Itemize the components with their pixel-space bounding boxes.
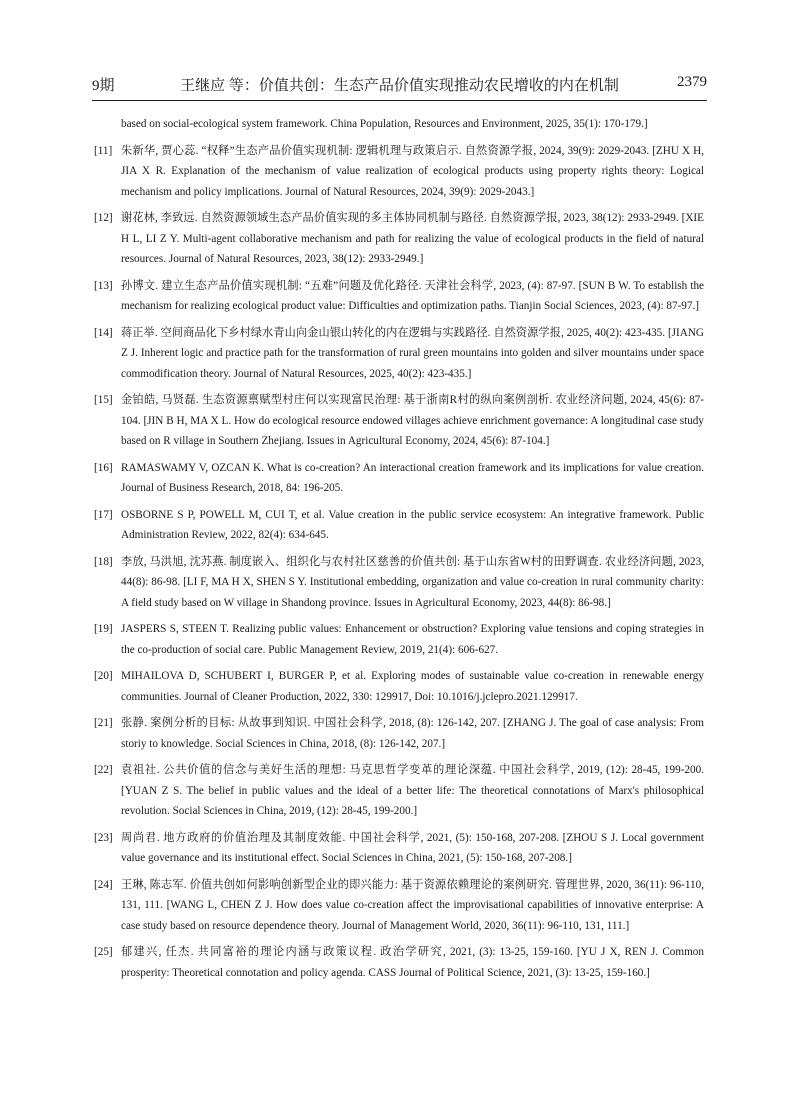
reference-item: [94, 666, 704, 707]
reference-text: MIHAILOVA D, SCHUBERT I, BURGER P, et al. Exploring modes of sustainable value co-creation in renewable energy communities. Journal of Cleaner Production, 2022, 330: 129917, Doi: 10.1016/j.jclepro.2021.129917.: [121, 670, 704, 703]
reference-number: [13]: [94, 279, 113, 292]
reference-number: [18]: [94, 555, 113, 568]
reference-item: [94, 760, 704, 822]
reference-item: [94, 505, 704, 546]
reference-text: JASPERS S, STEEN T. Realizing public values: Enhancement or obstruction? Exploring value tensions and coping strategies in the co-production of social care. Public Management Review, 2019, 21(4): 606-627.: [121, 623, 704, 656]
reference-number: [20]: [94, 670, 113, 682]
reference-text: 王琳, 陈志军. 价值共创如何影响创新型企业的即兴能力: 基于资源依赖理论的案例研究. 管理世界, 2020, 36(11): 96-110, 131, 111. [WANG L, CHEN Z J. How does value co-creation affect the improvisational capabilities of innovative enterprise: A case study based on resource dependence theory. Journal of Management World, 2020, 36(11): 96-110, 131, 111.]: [121, 878, 704, 932]
reference-number: [24]: [94, 878, 113, 891]
reference-text: 周尚君. 地方政府的价值治理及其制度效能. 中国社会科学, 2021, (5): 150-168, 207-208. [ZHOU S J. Local government value governance and its institutional effect. Social Sciences in China, 2021, (5): 150-168, 207-208.]: [121, 831, 704, 864]
reference-item: [94, 390, 704, 452]
reference-text: 郁建兴, 任杰. 共同富裕的理论内涵与政策议程. 政治学研究, 2021, (3): 13-25, 159-160. [YU J X, REN J. Common prosperity: Theoretical connotation and policy agenda. CASS Journal of Political Science, 2021, (3): 13-25, 159-160.]: [121, 946, 704, 979]
reference-text: RAMASWAMY V, OZCAN K. What is co-creation? An interactional creation framework and its implications for value creation. Journal of Business Research, 2018, 84: 196-205.: [121, 461, 704, 494]
reference-number: [22]: [94, 764, 113, 776]
reference-number: [23]: [94, 831, 113, 844]
reference-continuation: based on social-ecological system framework. China Population, Resources and Environment, 2025, 35(1): 170-179.]: [121, 118, 648, 130]
reference-list: [94, 114, 704, 989]
page-header: [92, 74, 707, 100]
reference-text: 李放, 马洪旭, 沈苏燕. 制度嵌入、组织化与农村社区慈善的价值共创: 基于山东省W村的田野调查. 农业经济问题, 2023, 44(8): 86-98. [LI F, MA H X, SHEN S Y. Institutional embedding, organization and value co-creation in rural community charity: A field study based on W village in Shandong province. Issues in Agricultural Economy, 2023, 44(8): 86-98.]: [121, 555, 704, 609]
running-title: 王继应 等：价值共创：生态产品价值实现推动农民增收的内在机制: [180, 78, 619, 94]
reference-item: [94, 713, 704, 754]
reference-item: [94, 141, 704, 203]
reference-number: [16]: [94, 461, 113, 474]
reference-item: [94, 323, 704, 385]
reference-item: [94, 942, 704, 983]
reference-text: 金铂皓, 马贤磊. 生态资源禀赋型村庄何以实现富民治理: 基于浙南R村的纵向案例剖析. 农业经济问题, 2024, 45(6): 87-104. [JIN B H, MA X L. How do ecological resource endowed villages achieve enrichment governance: A longitudinal case study based on R village in Southern Zhejiang. Issues in Agricultural Economy, 2024, 45(6): 87-104.]: [121, 394, 704, 447]
reference-item: [94, 875, 704, 937]
reference-number: [17]: [94, 508, 113, 521]
reference-item: [94, 619, 704, 660]
reference-text: 谢花林, 李致远. 自然资源领域生态产品价值实现的多主体协同机制与路径. 自然资源学报, 2023, 38(12): 2933-2949. [XIE H L, LI Z Y. Multi-agent collaborative mechanism and path for realizing the value of ecological products in the field of natural resources. Journal of Natural Resources, 2023, 38(12): 2933-2949.]: [121, 212, 704, 265]
reference-item: [94, 828, 704, 869]
reference-number: [21]: [94, 717, 113, 729]
reference-text: 蒋正举. 空间商品化下乡村绿水青山向金山银山转化的内在逻辑与实践路径. 自然资源学报, 2025, 40(2): 423-435. [JIANG Z J. Inherent logic and practice path for the transformation of rural green mountains into golden and silver mountains under space commodification theory. Journal of Natural Resources, 2025, 40(2): 423-435.]: [121, 326, 704, 380]
reference-text: 朱新华, 贾心蕊. “权释”生态产品价值实现机制: 逻辑机理与政策启示. 自然资源学报, 2024, 39(9): 2029-2043. [ZHU X H, JIA X R. Explanation of the mechanism of value realization of ecological products using property rights theory: Logical mechanism and policy implications. Journal of Natural Resources, 2024, 39(9): 2029-2043.]: [121, 144, 704, 198]
reference-text: 孙博文. 建立生态产品价值实现机制: “五难”问题及优化路径. 天津社会科学, 2023, (4): 87-97. [SUN B W. To establish the mechanism for realizing ecological product value: Difficulties and optimization paths. Tianjin Social Sciences, 2023, (4): 87-97.]: [121, 279, 704, 312]
reference-item: [94, 458, 704, 499]
reference-number: [15]: [94, 394, 113, 406]
page-number: 2379: [677, 74, 707, 90]
reference-text: 袁祖社. 公共价值的信念与美好生活的理想: 马克思哲学变革的理论深蕴. 中国社会科学, 2019, (12): 28-45, 199-200. [YUAN Z S. The belief in public values and the ideal of a better life: The theoretical connotations of Marx's philosophical revolution. Social Sciences in China, 2019, (12): 28-45, 199-200.]: [121, 764, 704, 817]
reference-item: [94, 276, 704, 317]
reference-number: [11]: [94, 144, 113, 157]
issue-number: 9期: [92, 78, 115, 94]
reference-number: [12]: [94, 212, 113, 224]
reference-text: OSBORNE S P, POWELL M, CUI T, et al. Value creation in the public service ecosystem: An integrative framework. Public Administration Review, 2022, 82(4): 634-645.: [121, 508, 704, 541]
reference-number: [25]: [94, 946, 113, 958]
reference-item: [94, 208, 704, 270]
reference-number: [14]: [94, 326, 113, 339]
reference-number: [19]: [94, 623, 113, 635]
reference-item: [94, 552, 704, 614]
reference-text: 张静. 案例分析的目标: 从故事到知识. 中国社会科学, 2018, (8): 126-142, 207. [ZHANG J. The goal of case analysis: From storiy to knowledge. Social Sciences in China, 2018, (8): 126-142, 207.]: [121, 717, 704, 750]
header-rule: [92, 100, 707, 101]
